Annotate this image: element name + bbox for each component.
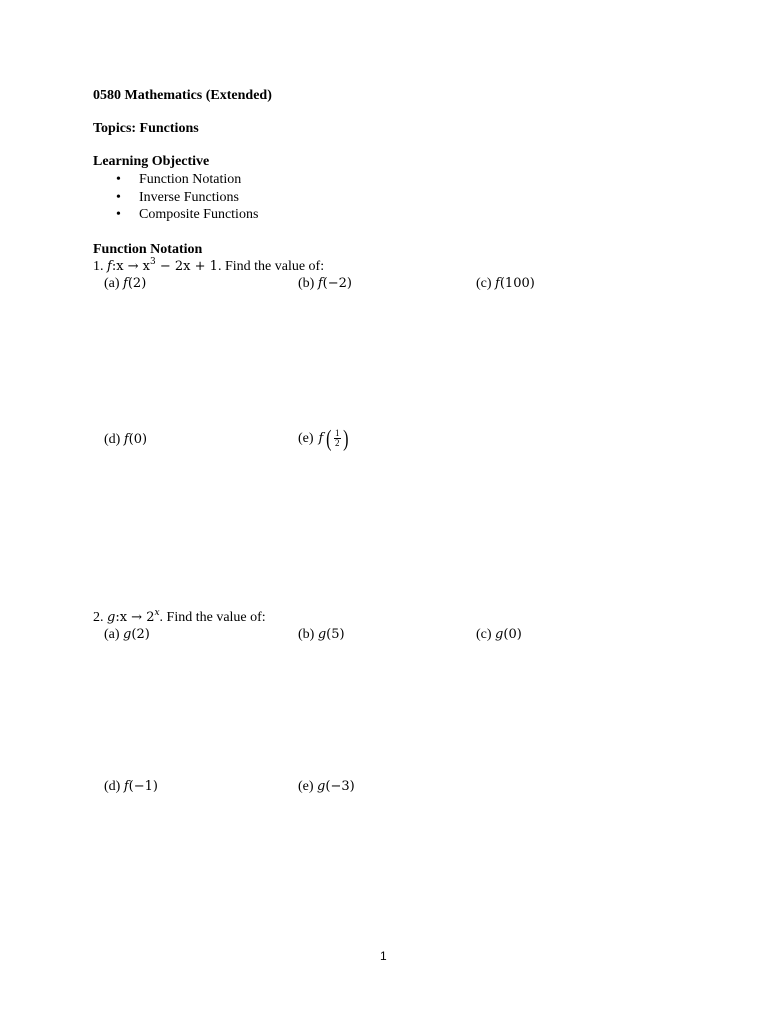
- q1-part-e: [298, 427, 349, 450]
- part-label: (a): [104, 276, 120, 291]
- part-label: (a): [104, 627, 120, 642]
- part-function: f: [123, 779, 129, 794]
- part-function: f: [318, 431, 324, 446]
- part-argument: (100): [499, 276, 535, 291]
- part-label: (b): [298, 627, 315, 642]
- part-label: (e): [298, 430, 314, 446]
- question-1-stem: [93, 257, 325, 274]
- q2-part-c: [476, 628, 522, 642]
- q2-part-b: [298, 628, 345, 642]
- part-function: g: [317, 627, 327, 642]
- fraction-denominator: 2: [335, 438, 340, 448]
- objective-label: Function Notation: [139, 172, 242, 187]
- bullet-icon: •: [116, 172, 121, 187]
- fraction-argument: [325, 427, 349, 450]
- fraction: [334, 429, 341, 449]
- part-argument: (0): [503, 627, 522, 642]
- part-function: g: [495, 627, 504, 642]
- open-paren: (: [326, 426, 332, 451]
- part-label: (b): [298, 276, 315, 291]
- exponent: 3: [150, 257, 156, 267]
- part-label: (e): [298, 779, 314, 794]
- part-argument: (2): [127, 276, 147, 291]
- part-function: f: [123, 276, 128, 291]
- part-argument: (5): [326, 627, 345, 642]
- expression-rest: − 2x + 1: [155, 259, 218, 274]
- part-function: g: [317, 779, 326, 794]
- function-name: g: [107, 610, 116, 625]
- part-argument: (2): [131, 627, 150, 642]
- part-argument: (−3): [325, 779, 355, 794]
- function-name: f: [107, 259, 112, 274]
- close-paren: ): [342, 426, 349, 451]
- part-label: (d): [104, 432, 121, 447]
- part-label: (c): [476, 276, 492, 291]
- question-number: 1.: [93, 259, 104, 274]
- question-number: 2.: [93, 610, 104, 625]
- part-argument: (−1): [128, 779, 158, 794]
- objective-label: Inverse Functions: [139, 190, 239, 205]
- instruction: . Find the value of:: [159, 610, 266, 625]
- q2-part-d: [104, 780, 158, 794]
- objective-label: Composite Functions: [139, 207, 259, 222]
- exponent: x: [154, 608, 160, 618]
- q2-part-a: [104, 628, 150, 642]
- part-function: g: [123, 627, 132, 642]
- part-argument: (−2): [322, 276, 352, 291]
- part-label: (c): [476, 627, 492, 642]
- part-function: f: [123, 432, 129, 447]
- part-argument: (0): [128, 432, 148, 447]
- bullet-icon: •: [116, 207, 121, 222]
- part-function: f: [495, 276, 500, 291]
- mapping: :x → 2: [115, 610, 155, 625]
- course-title: 0580 Mathematics (Extended): [93, 88, 272, 103]
- objectives-heading: Learning Objective: [93, 154, 210, 169]
- question-2-stem: [93, 608, 266, 625]
- q1-part-d: [104, 433, 147, 447]
- bullet-icon: •: [116, 190, 121, 205]
- section-heading: Function Notation: [93, 242, 203, 257]
- q1-part-b: [298, 277, 352, 291]
- page-number: 1: [380, 949, 387, 963]
- mapping: :x → x: [111, 259, 151, 274]
- q1-part-a: [104, 277, 146, 291]
- instruction: . Find the value of:: [217, 259, 325, 274]
- topics-line: Topics: Functions: [93, 121, 199, 136]
- q1-part-c: [476, 277, 535, 291]
- fraction-numerator: 1: [335, 427, 340, 438]
- q2-part-e: [298, 780, 355, 794]
- part-function: f: [317, 276, 323, 291]
- part-label: (d): [104, 779, 121, 794]
